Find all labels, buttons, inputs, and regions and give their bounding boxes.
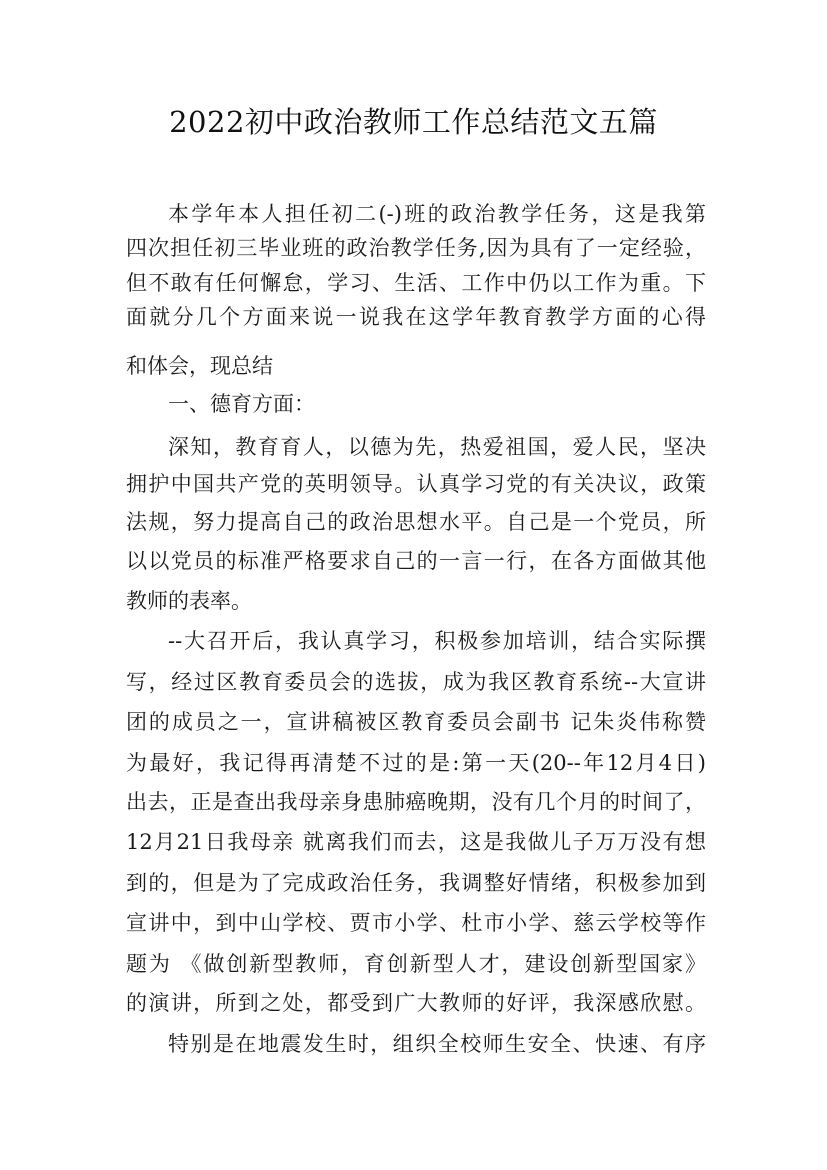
- document-title: 2022初中政治教师工作总结范文五篇: [169, 105, 658, 139]
- body-line: 题为 《做创新型教师，育创新型人才，建设创新型国家》: [126, 952, 706, 976]
- body-line: 和体会，现总结: [126, 354, 273, 378]
- body-line: 的演讲，所到之处，都受到广大教师的好评，我深感欣慰。: [126, 991, 706, 1015]
- body-line: 以以党员的标准严格要求自己的一言一行，在各方面做其他: [126, 549, 706, 573]
- body-line: 团的成员之一，宣讲稿被区教育委员会副书 记朱炎伟称赞: [126, 710, 706, 734]
- body-line: 特别是在地震发生时，组织全校师生安全、快速、有序: [168, 1032, 706, 1056]
- body-line: 12月21日我母亲 就离我们而去，这是我做儿子万万没有想: [126, 830, 706, 854]
- body-line: 拥护中国共产党的英明领导。认真学习党的有关决议，政策: [126, 472, 706, 496]
- body-line: 本学年本人担任初二(-)班的政治教学任务，这是我第: [168, 202, 706, 226]
- body-line: 教师的表率。: [126, 589, 252, 613]
- body-line: 面就分几个方面来说一说我在这学年教育教学方面的心得: [126, 305, 706, 329]
- body-line: 为最好，我记得再清楚不过的是:第一天(20--年12月4日): [126, 751, 706, 775]
- section-heading: 一、德育方面：: [168, 392, 315, 416]
- body-line: 到的，但是为了完成政治任务，我调整好情绪，积极参加到: [126, 871, 706, 895]
- body-line: --大召开后，我认真学习，积极参加培训，结合实际撰: [168, 629, 706, 653]
- body-line: 写，经过区教育委员会的选拔，成为我区教育系统--大宣讲: [126, 670, 706, 694]
- body-line: 四次担任初三毕业班的政治教学任务,因为具有了一定经验，: [126, 236, 706, 260]
- body-line: 深知，教育育人，以德为先，热爱祖国，爱人民，坚决: [168, 435, 706, 459]
- body-line: 出去，正是查出我母亲身患肺癌晚期，没有几个月的时间了，: [126, 790, 706, 814]
- body-line: 但不敢有任何懈怠，学习、生活、工作中仍以工作为重。下: [126, 271, 706, 295]
- body-line: 宣讲中，到中山学校、贾市小学、杜市小学、慈云学校等作: [126, 911, 706, 935]
- body-line: 法规，努力提高自己的政治思想水平。自己是一个党员，所: [126, 510, 706, 534]
